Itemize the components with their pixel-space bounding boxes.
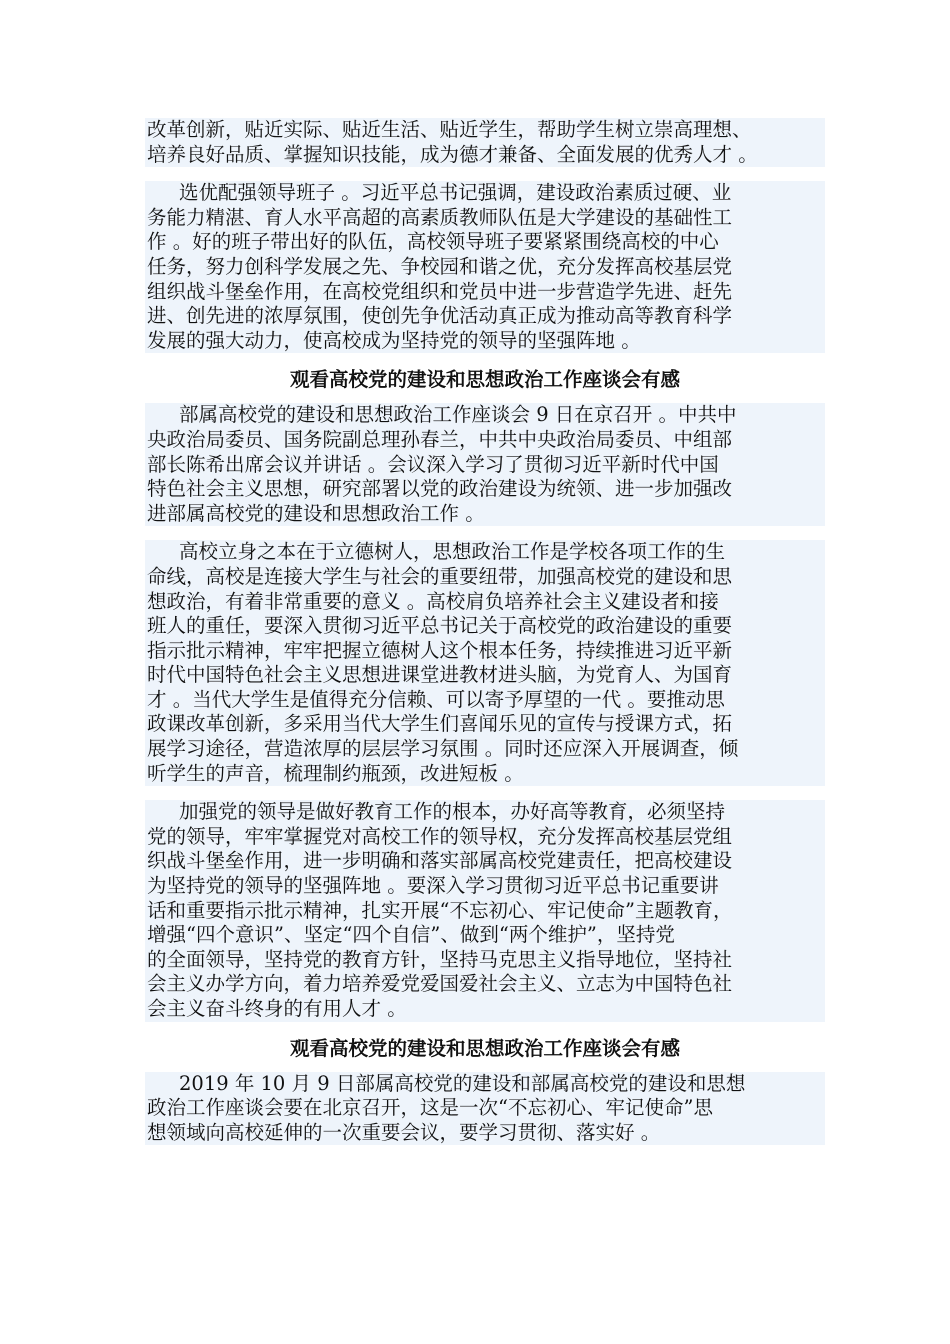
paragraph-line: 班人的重任，要深入贯彻习近平总书记关于高校党的政治建设的重要 [145, 614, 825, 639]
paragraph-line: 选优配强领导班子 。习近平总书记强调，建设政治素质过硬、业 [145, 181, 825, 206]
paragraph-line: 时代中国特色社会主义思想进课堂进教材进头脑，为党育人、为国育 [145, 663, 825, 688]
paragraph-line: 央政治局委员、国务院副总理孙春兰，中共中央政治局委员、中组部 [145, 428, 825, 453]
paragraph-line: 特色社会主义思想，研究部署以党的政治建设为统领、进一步加强改 [145, 477, 825, 502]
paragraph-line: 2019 年 10 月 9 日部属高校党的建设和部属高校党的建设和思想 [145, 1072, 825, 1097]
paragraph-line: 培养良好品质、掌握知识技能，成为德才兼备、全面发展的优秀人才 。 [145, 143, 825, 168]
paragraph-line: 改革创新，贴近实际、贴近生活、贴近学生，帮助学生树立崇高理想、 [145, 118, 825, 143]
paragraph-line: 展学习途径，营造浓厚的层层学习氛围 。同时还应深入开展调查，倾 [145, 737, 825, 762]
paragraph-line: 进部属高校党的建设和思想政治工作 。 [145, 502, 825, 527]
section-heading: 观看高校党的建设和思想政治工作座谈会有感 [289, 368, 680, 392]
paragraph-line: 进、创先进的浓厚氛围，使创先争优活动真正成为推动高等教育科学 [145, 304, 825, 329]
paragraph-line: 想领域向高校延伸的一次重要会议，要学习贯彻、落实好 。 [145, 1121, 825, 1146]
paragraph-line: 话和重要指示批示精神，扎实开展“不忘初心、牢记使命”主题教育， [145, 899, 825, 924]
paragraph-line: 党的领导，牢牢掌握党对高校工作的领导权，充分发挥高校基层党组 [145, 825, 825, 850]
paragraph-line: 增强“四个意识”、坚定“四个自信”、做到“两个维护”，坚持党 [145, 923, 825, 948]
paragraph [145, 800, 825, 1021]
paragraph [145, 403, 825, 526]
section-heading: 观看高校党的建设和思想政治工作座谈会有感 [289, 1036, 680, 1060]
paragraph-line: 政治工作座谈会要在北京召开，这是一次“不忘初心、牢记使命”思 [145, 1096, 825, 1121]
paragraph-line: 加强党的领导是做好教育工作的根本，办好高等教育，必须坚持 [145, 800, 825, 825]
paragraph-line: 发展的强大动力，使高校成为坚持党的领导的坚强阵地 。 [145, 329, 825, 354]
paragraph-line: 为坚持党的领导的坚强阵地 。要深入学习贯彻习近平总书记重要讲 [145, 874, 825, 899]
paragraph-line: 的全面领导，坚持党的教育方针，坚持马克思主义指导地位，坚持社 [145, 948, 825, 973]
paragraph-line: 听学生的声音，梳理制约瓶颈，改进短板 。 [145, 762, 825, 787]
paragraph-line: 部长陈希出席会议并讲话 。会议深入学习了贯彻习近平新时代中国 [145, 453, 825, 478]
paragraph-line: 作 。好的班子带出好的队伍，高校领导班子要紧紧围绕高校的中心 [145, 230, 825, 255]
paragraph-line: 织战斗堡垒作用，进一步明确和落实部属高校党建责任，把高校建设 [145, 849, 825, 874]
paragraph-line: 指示批示精神，牢牢把握立德树人这个根本任务，持续推进习近平新 [145, 639, 825, 664]
paragraph [145, 118, 825, 167]
paragraph-line: 部属高校党的建设和思想政治工作座谈会 9 日在京召开 。中共中 [145, 403, 825, 428]
paragraph-line: 才 。当代大学生是值得充分信赖、可以寄予厚望的一代 。要推动思 [145, 688, 825, 713]
document-body [145, 118, 825, 1159]
paragraph [145, 540, 825, 786]
paragraph-line: 想政治，有着非常重要的意义 。高校肩负培养社会主义建设者和接 [145, 590, 825, 615]
paragraph [145, 181, 825, 353]
paragraph-line: 命线，高校是连接大学生与社会的重要纽带，加强高校党的建设和思 [145, 565, 825, 590]
paragraph-line: 政课改革创新，多采用当代大学生们喜闻乐见的宣传与授课方式，拓 [145, 712, 825, 737]
paragraph-line: 任务，努力创科学发展之先、争校园和谐之优，充分发挥高校基层党 [145, 255, 825, 280]
paragraph-line: 会主义办学方向，着力培养爱党爱国爱社会主义、立志为中国特色社 [145, 972, 825, 997]
paragraph-line: 组织战斗堡垒作用，在高校党组织和党员中进一步营造学先进、赶先 [145, 280, 825, 305]
paragraph-line: 高校立身之本在于立德树人，思想政治工作是学校各项工作的生 [145, 540, 825, 565]
paragraph [145, 1072, 825, 1146]
paragraph-line: 务能力精湛、育人水平高超的高素质教师队伍是大学建设的基础性工 [145, 206, 825, 231]
paragraph-line: 会主义奋斗终身的有用人才 。 [145, 997, 825, 1022]
